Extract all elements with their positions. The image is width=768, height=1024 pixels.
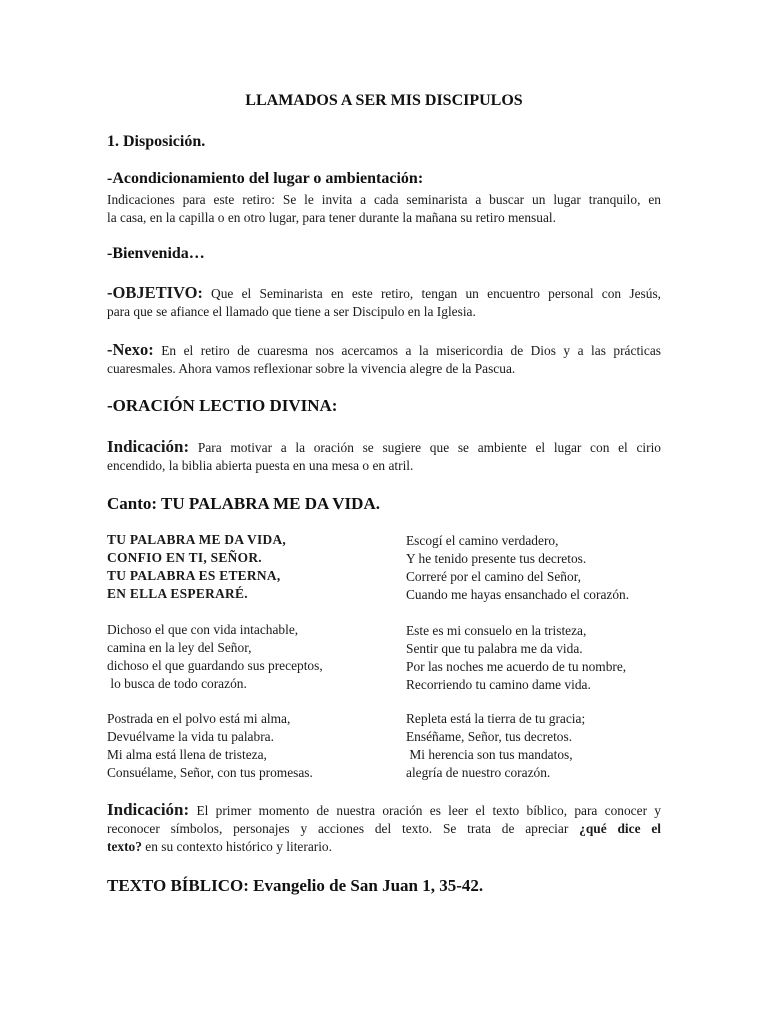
verse-line: Correré por el camino del Señor, — [406, 569, 581, 584]
indicacion-label: Indicación: — [107, 437, 190, 456]
paragraph-line — [107, 820, 661, 838]
indicacion-question: texto? — [107, 839, 142, 854]
verse-line: Este es mi consuelo en la tristeza, — [406, 623, 587, 638]
song-verse — [107, 710, 313, 782]
verse-line: Por las noches me acuerdo de tu nombre, — [406, 659, 627, 674]
heading-acondicionamiento: -Acondicionamiento del lugar o ambientación: — [107, 170, 424, 187]
verse-line: Mi alma está llena de tristeza, — [107, 747, 267, 762]
paragraph-line: cuaresmales. Ahora vamos reflexionar sobre la vivencia alegre de la Pascua. — [107, 361, 516, 376]
verse-line: Mi herencia son tus mandatos, — [406, 747, 573, 762]
paragraph-line: Indicaciones para este retiro: Se le invita a cada seminarista a buscar un lugar tranquilo, en — [107, 192, 661, 207]
paragraph-line: para que se afiance el llamado que tiene a ser Discipulo en la Iglesia. — [107, 304, 476, 319]
verse-line: Escogí el camino verdadero, — [406, 533, 559, 548]
heading-texto-biblico: TEXTO BÍBLICO: Evangelio de San Juan 1, 35-42. — [107, 876, 484, 895]
objetivo-label: -OBJETIVO — [107, 283, 198, 302]
objetivo-text: Que el Seminarista en este retiro, tengan un encuentro personal con Jesús, — [202, 286, 661, 301]
verse-line: Dichoso el que con vida intachable, — [107, 622, 299, 637]
objetivo-colon: : — [197, 285, 203, 302]
chorus-line: TU PALABRA ME DA VIDA, — [107, 532, 287, 547]
nexo-label: -Nexo: — [107, 340, 154, 359]
verse-line: Cuando me hayas ensanchado el corazón. — [406, 587, 630, 602]
verse-line: Y he tenido presente tus decretos. — [406, 551, 587, 566]
indicacion-text: El primer momento de nuestra oración es leer el texto bíblico, para conocer y — [189, 803, 661, 818]
verse-line: alegría de nuestro corazón. — [406, 765, 551, 780]
paragraph-objetivo — [107, 284, 661, 321]
paragraph-line — [107, 341, 661, 360]
paragraph-line: encendido, la biblia abierta puesta en una mesa o en atril. — [107, 458, 414, 473]
section-disposicion: 1. Disposición. — [107, 133, 206, 150]
song-verse — [406, 622, 626, 694]
verse-line: Postrada en el polvo está mi alma, — [107, 711, 291, 726]
paragraph-indicacion-2 — [107, 801, 661, 856]
verse-line: Repleta está la tierra de tu gracia; — [406, 711, 586, 726]
paragraph-indicacion-1 — [107, 438, 661, 475]
verse-line: Devuélvame la vida tu palabra. — [107, 729, 274, 744]
indicacion-text: Para motivar a la oración se sugiere que se ambiente el lugar con el cirio — [189, 440, 661, 455]
verse-line: Sentir que tu palabra me da vida. — [406, 641, 583, 656]
verse-line: Enséñame, Señor, tus decretos. — [406, 729, 573, 744]
chorus-line: EN ELLA ESPERARÉ. — [107, 586, 248, 601]
document-title: LLAMADOS A SER MIS DISCIPULOS — [245, 92, 523, 109]
verse-line: camina en la ley del Señor, — [107, 640, 252, 655]
verse-line: Consuélame, Señor, con tus promesas. — [107, 765, 313, 780]
paragraph-acondicionamiento — [107, 191, 661, 227]
verse-line: dichoso el que guardando sus preceptos, — [107, 658, 323, 673]
paragraph-line — [107, 438, 661, 457]
chorus-line: CONFIO EN TI, SEÑOR. — [107, 550, 262, 565]
verse-line: lo busca de todo corazón. — [107, 676, 247, 691]
song-verse — [107, 621, 323, 693]
heading-oracion-lectio: -ORACIÓN LECTIO DIVINA: — [107, 396, 338, 415]
paragraph-line — [107, 801, 661, 820]
paragraph-line — [107, 838, 661, 856]
paragraph-line: la casa, en la capilla o en otro lugar, para tener durante la mañana su retiro mensual. — [107, 210, 556, 225]
song-verse — [406, 710, 585, 782]
song-chorus — [107, 531, 286, 603]
indicacion-question: ¿qué dice el — [579, 821, 661, 836]
chorus-line: TU PALABRA ES ETERNA, — [107, 568, 281, 583]
heading-bienvenida: -Bienvenida… — [107, 245, 205, 262]
song-verse — [406, 532, 629, 604]
paragraph-nexo — [107, 341, 661, 378]
indicacion-label: Indicación: — [107, 800, 190, 819]
indicacion-text: en su contexto histórico y literario. — [141, 839, 332, 854]
indicacion-text: reconocer símbolos, personajes y acciones del texto. Se trata de apreciar — [107, 821, 580, 836]
nexo-text: En el retiro de cuaresma nos acercamos a la misericordia de Dios y a las prácticas — [153, 343, 661, 358]
verse-line: Recorriendo tu camino dame vida. — [406, 677, 591, 692]
paragraph-line — [107, 284, 661, 303]
heading-canto: Canto: TU PALABRA ME DA VIDA. — [107, 494, 380, 513]
